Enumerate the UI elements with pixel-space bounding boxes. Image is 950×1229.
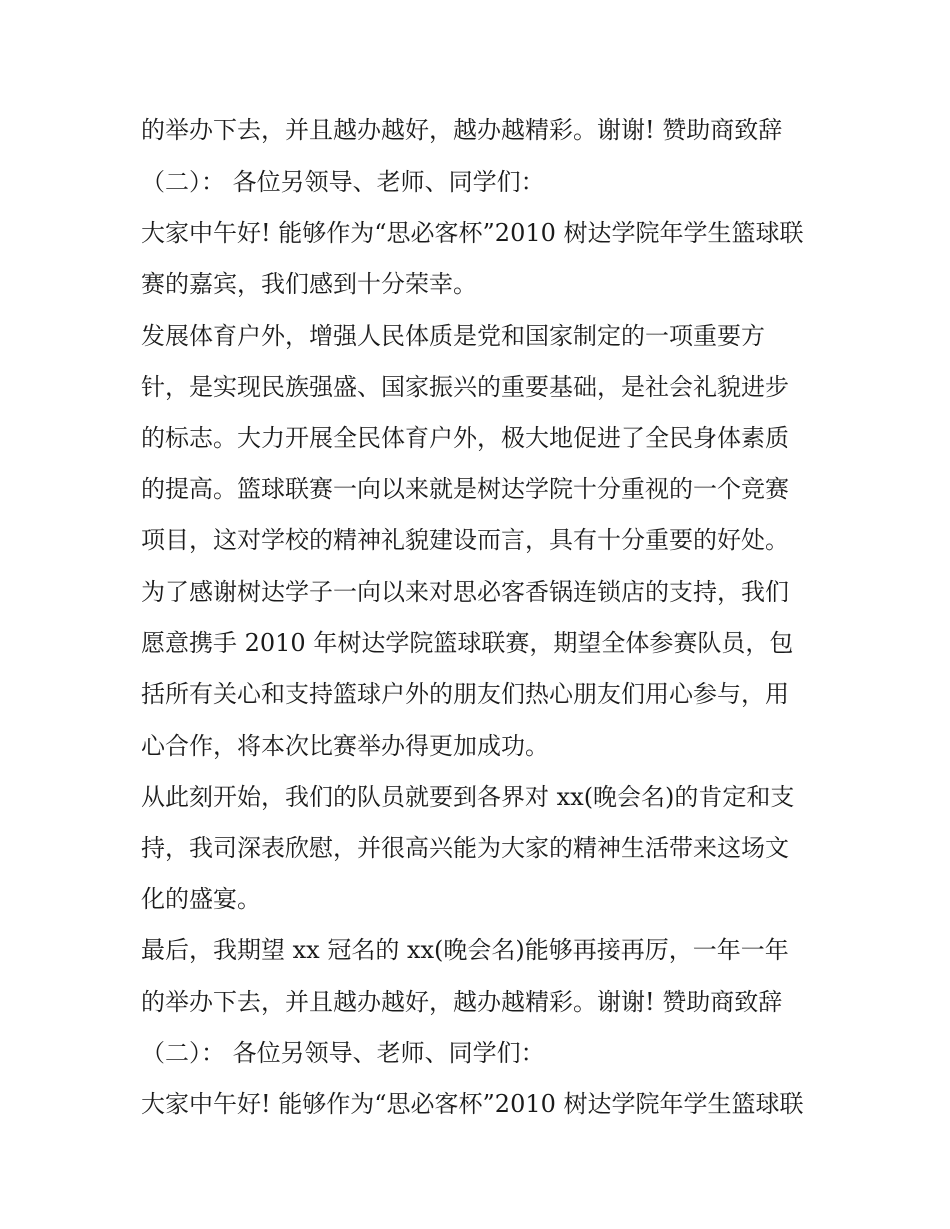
text-line-20: 大家中午好! 能够作为“思必客杯”2010 树达学院年学生篮球联 bbox=[141, 1090, 804, 1118]
text-line-12: 括所有关心和支持篮球户外的朋友们热心朋友们用心参与，用 bbox=[141, 680, 789, 708]
text-line-1: 的举办下去，并且越办越好，越办越精彩。谢谢! 赞助商致辞 bbox=[141, 116, 783, 144]
text-line-7: 的标志。大力开展全民体育户外，极大地促进了全民身体素质 bbox=[141, 424, 789, 452]
text-line-10: 为了感谢树达学子一向以来对思必客香锅连锁店的支持，我们 bbox=[141, 578, 789, 606]
text-line-17: 最后，我期望 xx 冠名的 xx(晚会名)能够再接再厉，一年一年 bbox=[141, 936, 789, 964]
text-line-14: 从此刻开始，我们的队员就要到各界对 xx(晚会名)的肯定和支 bbox=[141, 783, 795, 811]
text-line-13: 心合作，将本次比赛举办得更加成功。 bbox=[141, 732, 549, 760]
text-line-11: 愿意携手 2010 年树达学院篮球联赛，期望全体参赛队员，包 bbox=[141, 629, 794, 657]
text-line-15: 持，我司深表欣慰，并很高兴能为大家的精神生活带来这场文 bbox=[141, 834, 789, 862]
text-line-19: （二）： 各位另领导、老师、同学们： bbox=[141, 1039, 545, 1067]
text-line-18: 的举办下去，并且越办越好，越办越精彩。谢谢! 赞助商致辞 bbox=[141, 988, 783, 1016]
text-line-16: 化的盛宴。 bbox=[141, 885, 261, 913]
text-line-5: 发展体育户外，增强人民体质是党和国家制定的一项重要方 bbox=[141, 322, 765, 350]
text-line-2: （二）： 各位另领导、老师、同学们： bbox=[141, 168, 545, 196]
text-line-9: 项目，这对学校的精神礼貌建设而言，具有十分重要的好处。 bbox=[141, 526, 789, 554]
text-line-6: 针，是实现民族强盛、国家振兴的重要基础，是社会礼貌进步 bbox=[141, 373, 789, 401]
text-line-8: 的提高。篮球联赛一向以来就是树达学院十分重视的一个竞赛 bbox=[141, 475, 789, 503]
text-line-3: 大家中午好! 能够作为“思必客杯”2010 树达学院年学生篮球联 bbox=[141, 219, 804, 247]
text-line-4: 赛的嘉宾，我们感到十分荣幸。 bbox=[141, 270, 477, 298]
